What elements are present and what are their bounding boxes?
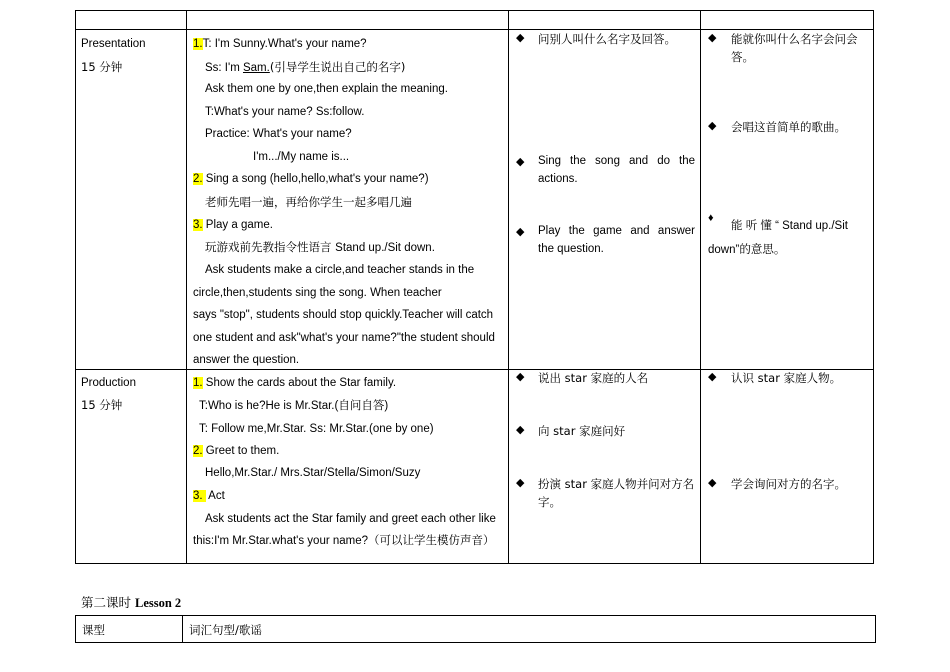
step-text: Ss: I'm <box>205 62 243 74</box>
diamond-bullet-icon: ◆ <box>516 226 525 238</box>
table-col-divider <box>875 615 876 643</box>
outcome-text: 能就你叫什么名字会问会 <box>731 32 858 46</box>
step-line: T:What's your name? Ss:follow. <box>205 106 365 118</box>
table-row-divider <box>75 369 874 370</box>
stage-label: Production <box>81 377 136 389</box>
step-text: 玩游戏前先教指令性语言 <box>205 240 336 254</box>
step-text: T: I'm Sunny.What's your name? <box>202 38 367 50</box>
goal-text: 问别人叫什么名字及回答。 <box>538 32 676 46</box>
step-line: Practice: What's your name? <box>205 128 352 140</box>
step-number: 2. <box>193 445 203 457</box>
step-number: 3. <box>193 490 206 502</box>
table-row-divider <box>75 29 874 30</box>
step-line: Ask students make a circle,and teacher stands in the <box>205 264 475 276</box>
step-line <box>193 172 429 186</box>
lesson-heading <box>81 593 181 611</box>
table-col-divider <box>700 10 701 564</box>
step-line: one student and ask"what's your name?"the student should <box>193 332 495 344</box>
diamond-bullet-icon: ◆ <box>516 477 525 489</box>
step-line <box>193 489 225 503</box>
step-line: I'm.../My name is... <box>253 151 350 163</box>
stage-time: 15 分钟 <box>81 60 123 74</box>
goal-text: 扮演 star 家庭人物并问对方名 <box>538 477 695 491</box>
step-text: Greet to them. <box>205 445 280 457</box>
step-line: says "stop", students should stop quickly.Teacher will catch <box>193 309 494 321</box>
diamond-bullet-icon: ♦ <box>708 212 714 224</box>
step-line <box>193 444 279 458</box>
table-col-divider <box>508 10 509 564</box>
step-line: this:I'm Mr.Star.what's your name?（可以让学生模仿声音） <box>193 535 495 547</box>
diamond-bullet-icon: ◆ <box>708 371 717 383</box>
teacher-note: (引导学生说出自己的名字) <box>269 60 406 74</box>
diamond-bullet-icon: ◆ <box>708 477 717 489</box>
outcome-text: down”的意思。 <box>708 244 786 256</box>
student-name: Sam. <box>242 62 270 74</box>
diamond-bullet-icon: ◆ <box>516 424 525 436</box>
outcome-text: 会唱这首简单的歌曲。 <box>731 120 846 134</box>
step-line: answer the question. <box>193 354 300 366</box>
step-number: 3. <box>193 219 203 231</box>
step-number: 1. <box>193 377 203 389</box>
step-line: T: Follow me,Mr.Star. Ss: Mr.Star.(one by one) <box>199 423 434 435</box>
goal-text: 向 star 家庭问好 <box>538 424 626 438</box>
outcome-text: 学会询问对方的名字。 <box>731 477 846 491</box>
step-line <box>193 218 273 232</box>
table-border-top <box>75 10 874 11</box>
goal-text: actions. <box>538 173 578 185</box>
step-line: T:Who is he?He is Mr.Star.(自问自答) <box>199 400 389 412</box>
lesson-type-label: 课型 <box>82 623 105 637</box>
outcome-text: 能 听 懂 “ Stand up./Sit <box>731 220 848 232</box>
diamond-bullet-icon: ◆ <box>708 120 717 132</box>
outcome-text: 答。 <box>731 50 754 64</box>
diamond-bullet-icon: ◆ <box>516 32 525 44</box>
table-col-divider <box>182 615 183 643</box>
step-line: circle,then,students sing the song. When teacher <box>193 287 442 299</box>
table-col-divider <box>75 10 76 564</box>
outcome-text: 认识 star 家庭人物。 <box>731 371 842 385</box>
step-line <box>205 60 405 75</box>
table-col-divider <box>873 10 874 564</box>
goal-text: 说出 star 家庭的人名 <box>538 371 649 385</box>
step-line: Ask them one by one,then explain the meaning. <box>205 83 448 95</box>
table-border-bottom <box>75 563 874 564</box>
table-col-divider <box>186 10 187 564</box>
step-text: Play a game. <box>205 219 273 231</box>
step-line <box>193 37 367 51</box>
table-col-divider <box>75 615 76 643</box>
diamond-bullet-icon: ◆ <box>516 156 525 168</box>
step-text: Act <box>208 490 225 502</box>
step-line <box>205 240 435 255</box>
lesson-heading-en: Lesson 2 <box>134 596 182 610</box>
table-border-bottom <box>75 642 876 643</box>
stage-time: 15 分钟 <box>81 398 123 412</box>
diamond-bullet-icon: ◆ <box>516 371 525 383</box>
step-text: Stand up./Sit down. <box>335 242 435 254</box>
step-line <box>193 376 396 390</box>
goal-text: Sing the song and do the <box>538 155 695 167</box>
step-text: Sing a song (hello,hello,what's your name?) <box>205 173 429 185</box>
diamond-bullet-icon: ◆ <box>708 32 717 44</box>
step-number: 2. <box>193 173 203 185</box>
table-border-top <box>75 615 876 616</box>
step-line: Ask students act the Star family and greet each other like <box>205 513 496 525</box>
lesson-heading-cn: 第二课时 <box>81 595 135 610</box>
step-line: 老师先唱一遍，再给你学生一起多唱几遍 <box>205 195 412 209</box>
goal-text: Play the game and answer <box>538 225 695 237</box>
step-text: Show the cards about the Star family. <box>205 377 397 389</box>
lesson-type-value: 词汇句型/歌谣 <box>189 623 262 637</box>
step-line: Hello,Mr.Star./ Mrs.Star/Stella/Simon/Suzy <box>205 467 421 479</box>
goal-text: 字。 <box>538 495 561 509</box>
step-number: 1. <box>193 38 203 50</box>
goal-text: the question. <box>538 243 604 255</box>
stage-label: Presentation <box>81 38 146 50</box>
